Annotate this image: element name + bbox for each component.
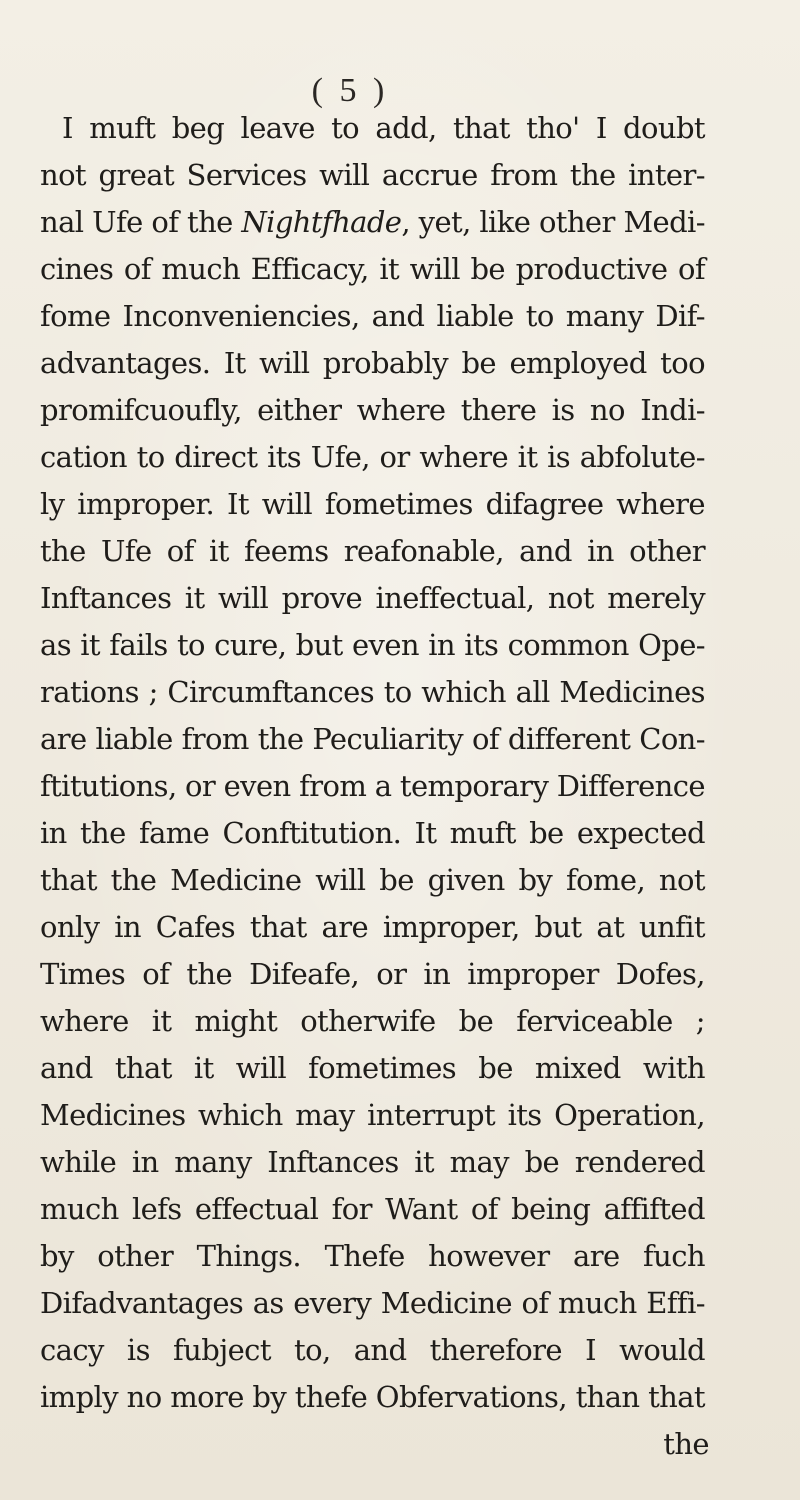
word: may bbox=[295, 1098, 355, 1132]
word: fails bbox=[109, 628, 168, 662]
word: would bbox=[619, 1333, 705, 1367]
word: is bbox=[551, 393, 575, 427]
word: thefe bbox=[294, 1380, 368, 1414]
word: in bbox=[423, 957, 451, 991]
word: Efficacy, bbox=[250, 252, 369, 286]
word: Con- bbox=[639, 722, 705, 756]
word: Cafes bbox=[155, 910, 236, 944]
word: Inftances bbox=[267, 1145, 399, 1179]
word: fuch bbox=[643, 1239, 705, 1273]
word: it bbox=[414, 1145, 434, 1179]
word: it bbox=[209, 534, 229, 568]
text-line bbox=[40, 1045, 705, 1092]
word: common bbox=[507, 628, 629, 662]
word: be bbox=[524, 1145, 560, 1179]
text-line bbox=[40, 481, 705, 528]
word: I bbox=[62, 111, 73, 145]
word: it bbox=[193, 1051, 214, 1085]
word: the bbox=[80, 816, 126, 850]
word: Medicine bbox=[380, 1286, 512, 1320]
word: of bbox=[142, 957, 170, 991]
word: with bbox=[642, 1051, 705, 1085]
catchword: the bbox=[663, 1427, 709, 1461]
word: or bbox=[376, 957, 407, 991]
word: will bbox=[259, 346, 310, 380]
word: liable bbox=[95, 722, 173, 756]
word: expected bbox=[576, 816, 705, 850]
word: are bbox=[321, 910, 369, 944]
word: and bbox=[40, 1051, 93, 1085]
word: ; bbox=[695, 1004, 705, 1038]
word: temporary bbox=[399, 769, 549, 803]
text-line bbox=[40, 246, 705, 293]
word: Things. bbox=[196, 1239, 302, 1273]
word: in bbox=[587, 534, 614, 568]
word: that bbox=[114, 1051, 172, 1085]
word: of bbox=[471, 722, 499, 756]
word: too bbox=[660, 346, 705, 380]
word: Nightfhade, bbox=[241, 205, 410, 239]
word: which bbox=[198, 1098, 283, 1132]
word: I bbox=[595, 111, 607, 145]
word: It bbox=[227, 487, 249, 521]
word: Thefe bbox=[324, 1239, 405, 1273]
text-line bbox=[40, 669, 705, 716]
word: merely bbox=[607, 581, 705, 615]
word: ftitutions, bbox=[40, 769, 177, 803]
word: feems bbox=[244, 534, 329, 568]
text-line bbox=[40, 1186, 705, 1233]
text-line bbox=[40, 1280, 705, 1327]
word: beg bbox=[171, 111, 225, 145]
word: Want bbox=[385, 1192, 458, 1226]
word: much bbox=[161, 252, 241, 286]
word: ineffectual, bbox=[375, 581, 535, 615]
word: many bbox=[174, 1145, 252, 1179]
word: to, bbox=[294, 1333, 331, 1367]
word: inter- bbox=[628, 158, 705, 192]
word: cacy bbox=[40, 1333, 104, 1367]
text-line bbox=[40, 293, 705, 340]
word: by bbox=[518, 863, 553, 897]
text-line bbox=[40, 105, 705, 152]
word: be bbox=[458, 1004, 494, 1038]
word: not bbox=[547, 581, 594, 615]
word: the bbox=[257, 722, 304, 756]
word: I bbox=[585, 1333, 596, 1367]
word: reafonable, bbox=[343, 534, 504, 568]
word: Difference bbox=[556, 769, 705, 803]
word: unfit bbox=[638, 910, 705, 944]
word: Difeafe, bbox=[249, 957, 360, 991]
word: fome bbox=[40, 299, 111, 333]
word: will bbox=[261, 487, 313, 521]
word: of bbox=[470, 1192, 498, 1226]
word: will bbox=[235, 1051, 287, 1085]
word: than bbox=[575, 1380, 640, 1414]
word: difagree bbox=[485, 487, 604, 521]
word: other bbox=[629, 534, 705, 568]
word: no bbox=[589, 393, 625, 427]
word: however bbox=[428, 1239, 550, 1273]
word: promifcuoufly, bbox=[40, 393, 242, 427]
word: Medicines bbox=[559, 675, 705, 709]
word: Inftances bbox=[40, 581, 172, 615]
text-line bbox=[40, 1327, 705, 1374]
word: either bbox=[257, 393, 342, 427]
word: of bbox=[677, 252, 705, 286]
word: Dofes, bbox=[615, 957, 705, 991]
word: that bbox=[249, 910, 307, 944]
word: Times bbox=[40, 957, 126, 991]
word: by bbox=[252, 1380, 287, 1414]
word: the bbox=[40, 534, 86, 568]
word: much bbox=[558, 1286, 637, 1320]
word: is bbox=[126, 1333, 150, 1367]
word: or bbox=[379, 440, 410, 474]
word: Conftitution. bbox=[222, 816, 402, 850]
word: of bbox=[521, 1286, 549, 1320]
word: improper bbox=[467, 957, 599, 991]
word: tho' bbox=[526, 111, 580, 145]
word: to bbox=[136, 440, 165, 474]
word: ferviceable bbox=[516, 1004, 673, 1038]
word: that bbox=[648, 1380, 705, 1414]
word: to bbox=[383, 675, 412, 709]
word: yet, bbox=[418, 205, 471, 239]
word: the bbox=[186, 957, 233, 991]
word: but bbox=[534, 910, 582, 944]
word: from bbox=[490, 158, 558, 192]
word: fometimes bbox=[308, 1051, 457, 1085]
word: abfolute- bbox=[579, 440, 705, 474]
word: which bbox=[421, 675, 506, 709]
text-line bbox=[40, 951, 705, 998]
word: be bbox=[461, 346, 496, 380]
word: or bbox=[185, 769, 216, 803]
word: in bbox=[131, 1145, 159, 1179]
word: as bbox=[40, 628, 71, 662]
text-line bbox=[40, 904, 705, 951]
word: may bbox=[449, 1145, 509, 1179]
word: a bbox=[374, 769, 392, 803]
catchword-line bbox=[40, 1421, 709, 1468]
word: Ope- bbox=[638, 628, 705, 662]
word: nal bbox=[40, 205, 84, 239]
word: ly bbox=[40, 487, 65, 521]
word: being bbox=[511, 1192, 591, 1226]
word: its bbox=[464, 628, 499, 662]
word: to bbox=[331, 111, 360, 145]
word: of bbox=[166, 534, 194, 568]
word: be bbox=[529, 816, 564, 850]
word: will bbox=[319, 158, 370, 192]
word: different bbox=[507, 722, 631, 756]
word: it bbox=[151, 1004, 172, 1038]
word: therefore bbox=[429, 1333, 562, 1367]
word: Ufe bbox=[92, 205, 143, 239]
word: mixed bbox=[534, 1051, 621, 1085]
text-line bbox=[40, 763, 705, 810]
word: fubject bbox=[173, 1333, 271, 1367]
text-line bbox=[40, 528, 705, 575]
word: even bbox=[223, 769, 291, 803]
word: Medicine bbox=[170, 863, 302, 897]
word: where bbox=[40, 1004, 129, 1038]
word: It bbox=[414, 816, 437, 850]
text-line bbox=[40, 1374, 705, 1421]
word: its bbox=[507, 1098, 542, 1132]
word: Indi- bbox=[640, 393, 705, 427]
word: ; bbox=[148, 675, 158, 709]
word: rations bbox=[40, 675, 139, 709]
word: otherwife bbox=[300, 1004, 436, 1038]
word: doubt bbox=[623, 111, 705, 145]
word: it bbox=[517, 440, 538, 474]
word: Ufe bbox=[100, 534, 152, 568]
text-line bbox=[40, 998, 705, 1045]
word: other bbox=[97, 1239, 174, 1273]
word: given bbox=[427, 863, 505, 897]
word: and bbox=[371, 299, 425, 333]
word: might bbox=[194, 1004, 278, 1038]
word: Operation, bbox=[554, 1098, 705, 1132]
text-line bbox=[40, 857, 705, 904]
text-line bbox=[40, 340, 705, 387]
word: in bbox=[114, 910, 141, 944]
word: be bbox=[478, 1051, 513, 1085]
word: of bbox=[123, 252, 151, 286]
word: by bbox=[40, 1239, 74, 1273]
word: it bbox=[80, 628, 100, 662]
word: be bbox=[379, 863, 414, 897]
word: Medi- bbox=[623, 205, 705, 239]
word: the bbox=[187, 205, 233, 239]
word: at bbox=[596, 910, 625, 944]
word: only bbox=[40, 910, 100, 944]
word: effectual bbox=[194, 1192, 319, 1226]
word: for bbox=[331, 1192, 372, 1226]
word: it bbox=[379, 252, 400, 286]
word: It bbox=[223, 346, 246, 380]
word: where bbox=[419, 440, 509, 474]
word: from bbox=[299, 769, 367, 803]
word: from bbox=[181, 722, 249, 756]
word: Circumftances bbox=[167, 675, 375, 709]
word: imply bbox=[40, 1380, 118, 1414]
word: other bbox=[538, 205, 615, 239]
text-line bbox=[40, 387, 705, 434]
word: no bbox=[126, 1380, 162, 1414]
word: Effi- bbox=[646, 1286, 705, 1320]
word: are bbox=[573, 1239, 620, 1273]
word: even bbox=[351, 628, 419, 662]
word: probably bbox=[322, 346, 449, 380]
word: its bbox=[267, 440, 302, 474]
word: all bbox=[515, 675, 550, 709]
word: the bbox=[569, 158, 616, 192]
text-line bbox=[40, 1092, 705, 1139]
word: Services bbox=[186, 158, 307, 192]
word: many bbox=[565, 299, 644, 333]
word: lefs bbox=[131, 1192, 182, 1226]
word: great bbox=[98, 158, 175, 192]
word: improper. bbox=[77, 487, 215, 521]
word: not bbox=[40, 158, 86, 192]
word: rendered bbox=[574, 1145, 705, 1179]
word: Obfervations, bbox=[375, 1380, 567, 1414]
word: will bbox=[409, 252, 460, 286]
word: as bbox=[252, 1286, 284, 1320]
word: Inconveniencies, bbox=[122, 299, 360, 333]
word: more bbox=[170, 1380, 244, 1414]
word: of bbox=[151, 205, 179, 239]
word: direct bbox=[174, 440, 258, 474]
word: cure, bbox=[214, 628, 287, 662]
word: will bbox=[315, 863, 366, 897]
word: Dif- bbox=[655, 299, 705, 333]
word: muft bbox=[449, 816, 516, 850]
word: are bbox=[40, 722, 87, 756]
word: where bbox=[616, 487, 705, 521]
word: in bbox=[40, 816, 67, 850]
word: where bbox=[356, 393, 446, 427]
word: in bbox=[428, 628, 456, 662]
word: cation bbox=[40, 440, 127, 474]
word: and bbox=[353, 1333, 407, 1367]
word: interrupt bbox=[367, 1098, 496, 1132]
text-line bbox=[40, 716, 705, 763]
word: is bbox=[547, 440, 571, 474]
word: to bbox=[525, 299, 554, 333]
text-line bbox=[40, 199, 705, 246]
word: the bbox=[110, 863, 157, 897]
word: muft bbox=[89, 111, 156, 145]
text-line bbox=[40, 1233, 705, 1280]
word: add, bbox=[375, 111, 437, 145]
word: not bbox=[658, 863, 705, 897]
text-line bbox=[40, 575, 705, 622]
page-number: ( 5 ) bbox=[311, 72, 389, 109]
word: liable bbox=[436, 299, 514, 333]
word: Difadvantages bbox=[40, 1286, 244, 1320]
word: productive bbox=[515, 252, 668, 286]
word: fome, bbox=[566, 863, 646, 897]
word: fame bbox=[138, 816, 210, 850]
word: Medicines bbox=[40, 1098, 186, 1132]
word: fometimes bbox=[324, 487, 473, 521]
word: prove bbox=[281, 581, 363, 615]
text-line bbox=[40, 152, 705, 199]
word: that bbox=[452, 111, 510, 145]
word: accrue bbox=[381, 158, 478, 192]
word: leave bbox=[240, 111, 315, 145]
word: but bbox=[295, 628, 343, 662]
word: like bbox=[479, 205, 531, 239]
text-line bbox=[40, 622, 705, 669]
text-line bbox=[40, 434, 705, 481]
word: cines bbox=[40, 252, 114, 286]
word: affifted bbox=[603, 1192, 705, 1226]
text-line bbox=[40, 810, 705, 857]
word: improper, bbox=[382, 910, 520, 944]
word: advantages. bbox=[40, 346, 211, 380]
word: and bbox=[519, 534, 572, 568]
body-text bbox=[40, 105, 709, 1468]
word: will bbox=[217, 581, 269, 615]
word: that bbox=[40, 863, 97, 897]
word: much bbox=[40, 1192, 119, 1226]
word: while bbox=[40, 1145, 117, 1179]
word: to bbox=[176, 628, 205, 662]
word: employed bbox=[509, 346, 647, 380]
word: Peculiarity bbox=[312, 722, 464, 756]
word: Ufe, bbox=[310, 440, 370, 474]
word: be bbox=[470, 252, 505, 286]
text-line bbox=[40, 1139, 705, 1186]
word: it bbox=[184, 581, 205, 615]
word: every bbox=[293, 1286, 372, 1320]
word: there bbox=[460, 393, 537, 427]
